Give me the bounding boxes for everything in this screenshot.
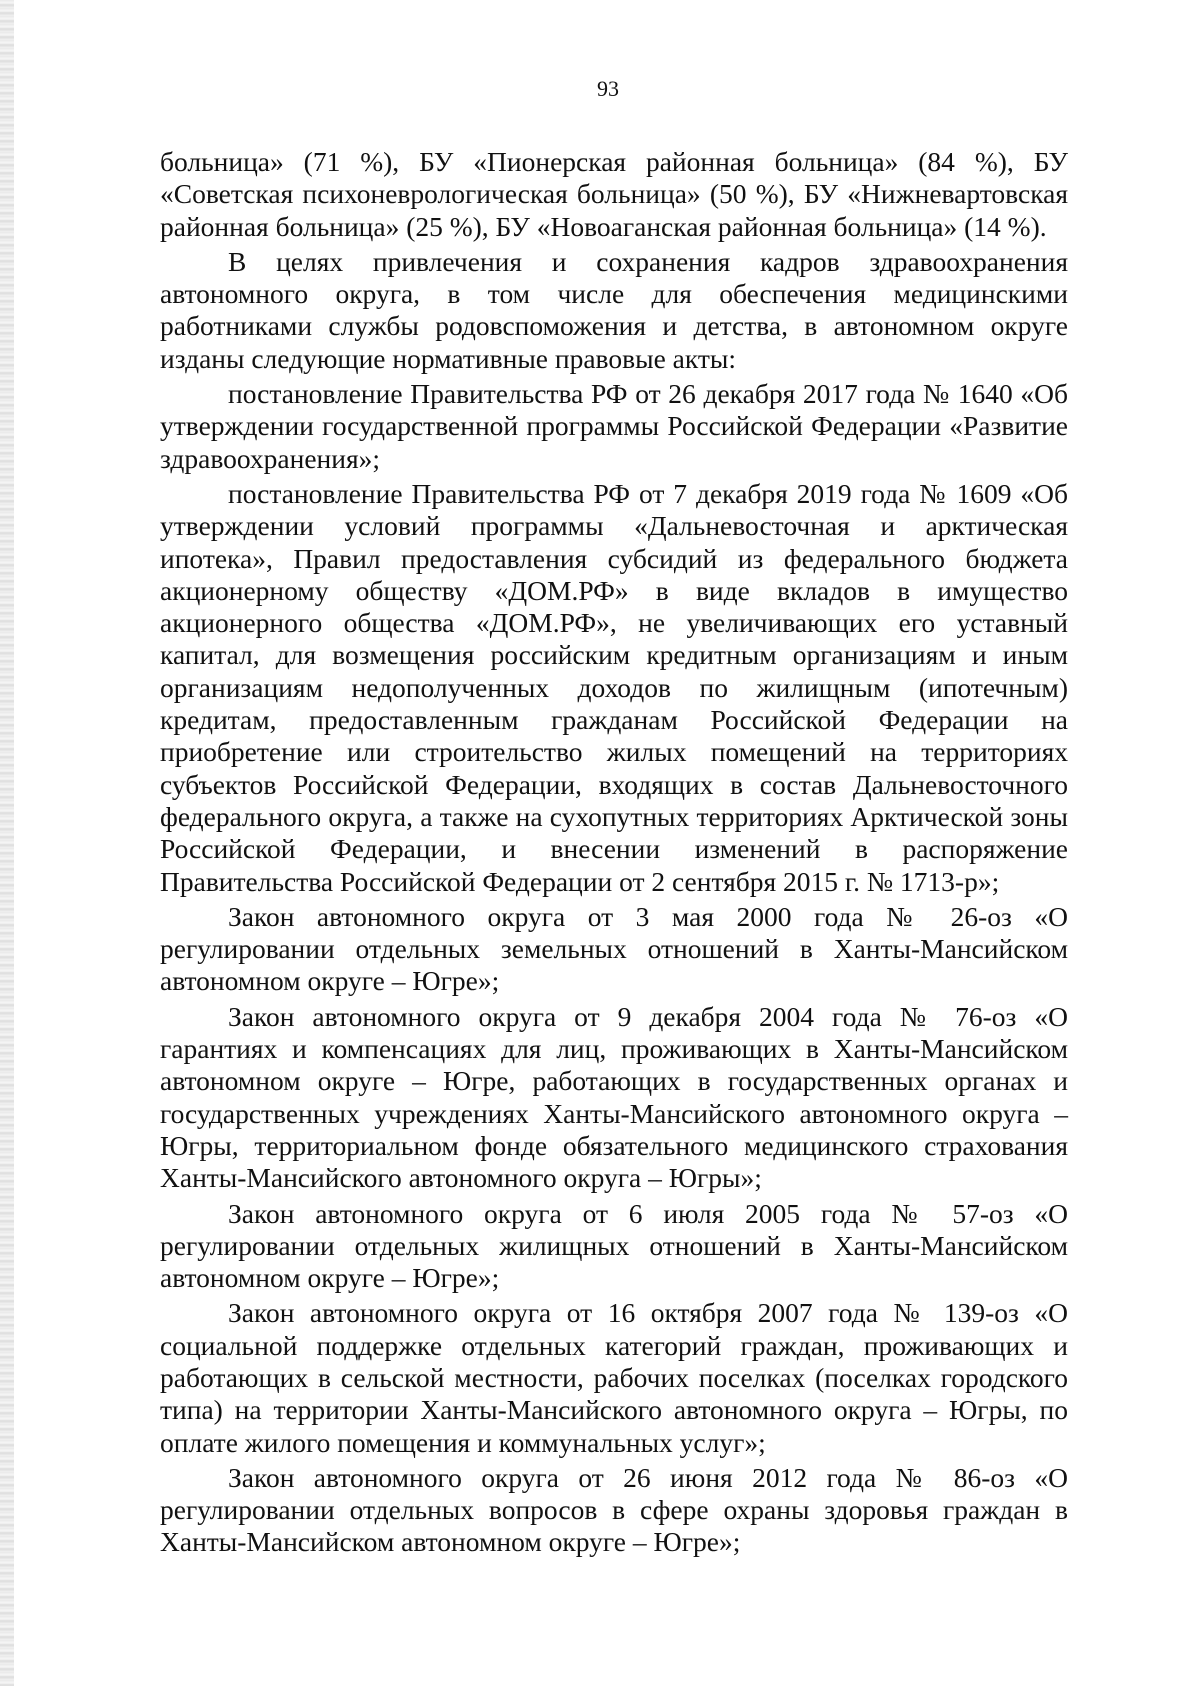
paragraph-law-76-oz: Закон автономного округа от 9 декабря 2004 года № 76-оз «О гарантиях и компенсациях для лиц, проживающих в Ханты-Мансийском автономном округе – Югре, работающих в государственных органах и государственных учреждениях Ханты-Мансийского автономного округа – Югры, территориальном фонде обязательного медицинского страхования Ханты-Мансийского автономного округа – Югры»; xyxy=(160,1000,1068,1194)
paragraph-law-86-oz: Закон автономного округа от 26 июня 2012 года № 86-оз «О регулировании отдельных вопросов в сфере охраны здоровья граждан в Ханты-Мансийском автономном округе – Югре»; xyxy=(160,1461,1068,1558)
paragraph-resolution-1609: постановление Правительства РФ от 7 декабря 2019 года № 1609 «Об утверждении условий программы «Дальневосточная и арктическая ипотека», Правил предоставления субсидий из федерального бюджета акционерному обществу «ДОМ.РФ» в виде вкладов в имущество акционерного общества «ДОМ.РФ», не увеличивающих его уставный капитал, для возмещения российским кредитным организациям и иным организациям недополученных доходов по жилищным (ипотечным) кредитам, предоставленным гражданам Российской Федерации на приобретение или строительство жилых помещений на территориях субъектов Российской Федерации, входящих в состав Дальневосточного федерального округа, а также на сухопутных территориях Арктической зоны Российской Федерации, и внесении изменений в распоряжение Правительства Российской Федерации от 2 сентября 2015 г. № 1713-р»; xyxy=(160,477,1068,897)
page-number: 93 xyxy=(597,76,619,101)
paragraph-resolution-1640: постановление Правительства РФ от 26 декабря 2017 года № 1640 «Об утверждении государственной программы Российской Федерации «Развитие здравоохранения»; xyxy=(160,378,1068,474)
paragraph-law-26-oz: Закон автономного округа от 3 мая 2000 года № 26-оз «О регулировании отдельных земельных отношений в Ханты-Мансийском автономном округе – Югре»; xyxy=(160,900,1068,997)
paragraph-law-57-oz: Закон автономного округа от 6 июля 2005 года № 57-оз «О регулировании отдельных жилищных отношений в Ханты-Мансийском автономном округе – Югре»; xyxy=(160,1197,1068,1294)
paragraph-law-139-oz: Закон автономного округа от 16 октября 2007 года № 139-оз «О социальной поддержке отдельных категорий граждан, проживающих и работающих в сельской местности, рабочих поселках (поселках городского типа) на территории Ханты-Мансийского автономного округа – Югры, по оплате жилого помещения и коммунальных услуг»; xyxy=(160,1297,1068,1458)
paragraph-intro-legal-acts: В целях привлечения и сохранения кадров здравоохранения автономного округа, в том числе для обеспечения медицинскими работниками службы родовспоможения и детства, в автономном округе изданы следующие нормативные правовые акты: xyxy=(160,245,1068,374)
paragraph-hospital-percentages: больница» (71 %), БУ «Пионерская районная больница» (84 %), БУ «Советская психоневрологическая больница» (50 %), БУ «Нижневартовская районная больница» (25 %), БУ «Новоаганская районная больница» (14 %). xyxy=(160,146,1068,242)
document-body xyxy=(160,146,1068,1561)
